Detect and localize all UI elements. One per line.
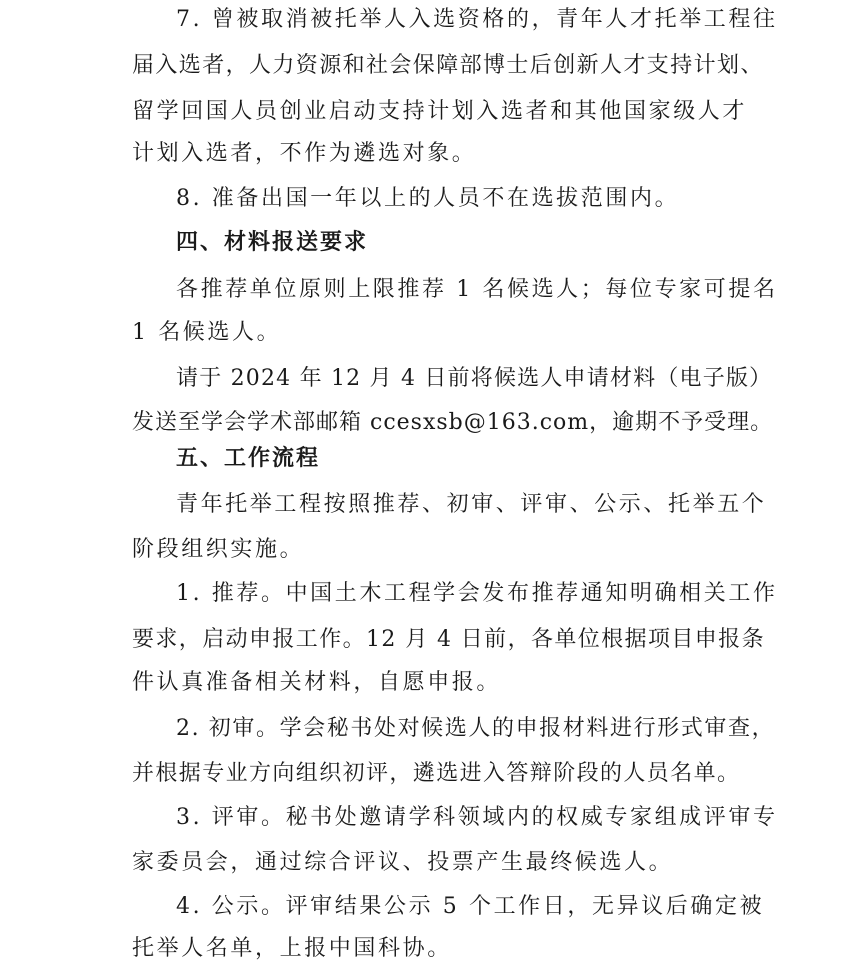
paragraph-line: 届入选者，人力资源和社会保障部博士后创新人才支持计划、 xyxy=(132,53,764,78)
paragraph-line: 并根据专业方向组织初评，遴选进入答辩阶段的人员名单。 xyxy=(132,761,741,786)
paragraph-line: 家委员会，通过综合评议、投票产生最终候选人。 xyxy=(132,850,674,875)
paragraph-line: 青年托举工程按照推荐、初审、评审、公示、托举五个 xyxy=(176,492,767,517)
paragraph-line: 8. 准备出国一年以上的人员不在选拔范围内。 xyxy=(176,186,680,211)
paragraph-line: 请于 2024 年 12 月 4 日前将候选人申请材料（电子版） xyxy=(176,366,773,391)
paragraph-line: 件认真准备相关材料，自愿申报。 xyxy=(132,670,502,695)
paragraph-line: 1. 推荐。中国土木工程学会发布推荐通知明确相关工作 xyxy=(176,581,778,606)
paragraph-line: 2. 初审。学会秘书处对候选人的申报材料进行形式审查， xyxy=(176,716,776,741)
paragraph-line: 3. 评审。秘书处邀请学科领域内的权威专家组成评审专 xyxy=(176,805,778,830)
section-heading: 五、工作流程 xyxy=(176,446,321,471)
paragraph-line: 计划入选者，不作为遴选对象。 xyxy=(132,141,477,166)
paragraph-line: 阶段组织实施。 xyxy=(132,537,305,562)
paragraph-line: 1 名候选人。 xyxy=(132,320,282,345)
paragraph-line: 要求，启动申报工作。12 月 4 日前，各单位根据项目申报条 xyxy=(132,627,765,652)
paragraph-line: 发送至学会学术部邮箱 ccesxsb@163.com，逾期不予受理。 xyxy=(132,410,774,435)
paragraph-line: 4. 公示。评审结果公示 5 个工作日，无异议后确定被 xyxy=(176,894,765,919)
paragraph-line: 各推荐单位原则上限推荐 1 名候选人；每位专家可提名 xyxy=(176,277,778,302)
paragraph-line: 7. 曾被取消被托举人入选资格的，青年人才托举工程往 xyxy=(176,7,778,32)
paragraph-line: 留学回国人员创业启动支持计划入选者和其他国家级人才 xyxy=(132,99,748,124)
section-heading: 四、材料报送要求 xyxy=(176,230,369,255)
paragraph-line: 托举人名单，上报中国科协。 xyxy=(132,936,452,961)
